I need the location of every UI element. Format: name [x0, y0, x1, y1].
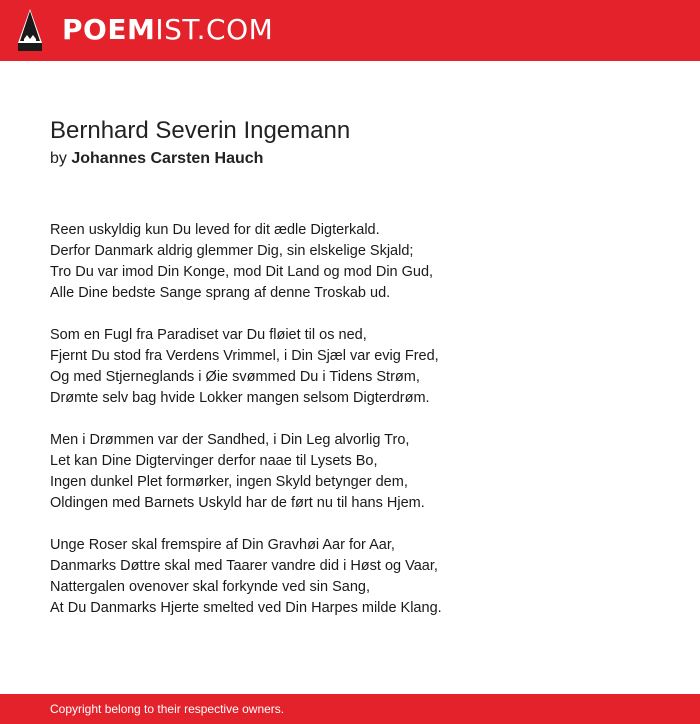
poem-line: Tro Du var imod Din Konge, mod Dit Land og mod Din Gud, — [50, 264, 434, 280]
poem-line: Let kan Dine Digtervinger derfor naae til Lysets Bo, — [50, 453, 378, 469]
copyright-notice: Copyright belong to their respective owners. — [50, 702, 285, 716]
by-label: by — [50, 150, 67, 167]
poem-line: Ingen dunkel Plet formørker, ingen Skyld betynger dem, — [50, 474, 408, 490]
poem-title: Bernhard Severin Ingemann — [50, 117, 351, 144]
poem-line: Alle Dine bedste Sange sprang af denne Troskab ud. — [50, 285, 391, 301]
stanza — [50, 535, 670, 619]
pencil-tip-icon[interactable] — [18, 9, 42, 51]
site-logo[interactable] — [62, 12, 273, 48]
poem-line: Oldingen med Barnets Uskyld har de ført nu til hans Hjem. — [50, 495, 425, 511]
stanza — [50, 325, 670, 409]
top-bar — [0, 0, 700, 61]
poem-line: Og med Stjerneglands i Øie svømmed Du i Tidens Strøm, — [50, 369, 420, 385]
stanza — [50, 220, 670, 304]
logo-text-light: IST.COM — [155, 13, 274, 46]
poem-line: Men i Drømmen var der Sandhed, i Din Leg alvorlig Tro, — [50, 432, 410, 448]
poem-body — [50, 220, 670, 640]
poem-line: Nattergalen ovenover skal forkynde ved sin Sang, — [50, 579, 370, 595]
poem-line: Som en Fugl fra Paradiset var Du fløiet til os ned, — [50, 327, 367, 343]
poem-line: Reen uskyldig kun Du leved for dit ædle Digterkald. — [50, 222, 380, 238]
author-name: Johannes Carsten Hauch — [71, 150, 264, 167]
stanza — [50, 430, 670, 514]
logo-text-bold: POEM — [62, 13, 156, 46]
poem-line: Drømte selv bag hvide Lokker mangen selsom Digterdrøm. — [50, 390, 430, 406]
poem-line: Fjernt Du stod fra Verdens Vrimmel, i Din Sjæl var evig Fred, — [50, 348, 439, 364]
poem-line: Derfor Danmark aldrig glemmer Dig, sin elskelige Skjald; — [50, 243, 414, 259]
footer-bar — [0, 694, 700, 724]
poem-line: Unge Roser skal fremspire af Din Gravhøi Aar for Aar, — [50, 537, 395, 553]
poem-line: Danmarks Døttre skal med Taarer vandre did i Høst og Vaar, — [50, 558, 438, 574]
byline — [50, 150, 263, 168]
poem-line: At Du Danmarks Hjerte smelted ved Din Harpes milde Klang. — [50, 600, 442, 616]
